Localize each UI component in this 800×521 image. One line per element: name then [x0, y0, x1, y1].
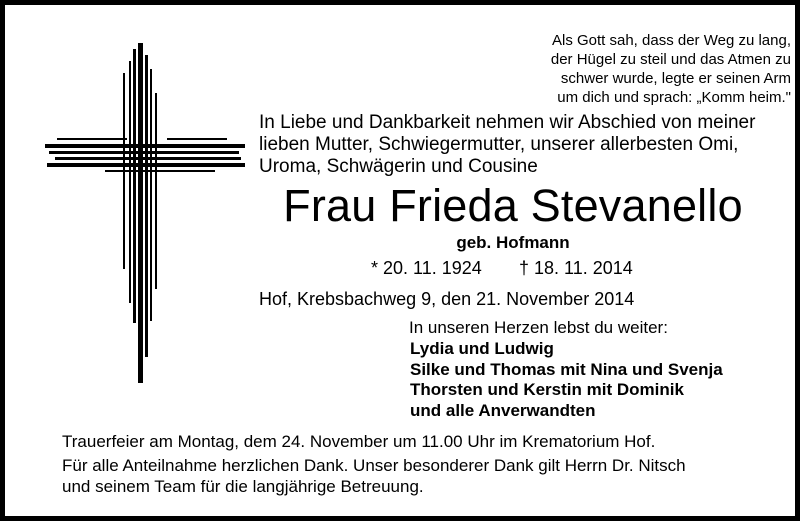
deceased-name: Frau Frieda Stevanello [283, 180, 743, 231]
mourners-intro: In unseren Herzen lebst du weiter: [409, 318, 668, 337]
birth-date: * 20. 11. 1924 [371, 258, 482, 278]
verse: Als Gott sah, dass der Weg zu lang, der Hügel zu steil und das Atmen zu schwer wurde, legte er seinen Arm um dich und sprach: „Komm heim." [550, 32, 791, 106]
mourner-entry: Silke und Thomas mit Nina und Svenja [410, 359, 723, 379]
intro-text: In Liebe und Dankbarkeit nehmen wir Abschied von meiner lieben Mutter, Schwiegermutter, unserer allerbesten Omi, Uroma, Schwägerin und Cousine [259, 112, 756, 177]
mourner-entry: und alle Anverwandten [410, 400, 596, 420]
funeral-info: Trauerfeier am Montag, dem 24. November um 11.00 Uhr im Krematorium Hof. [62, 432, 656, 451]
cross-icon [45, 43, 245, 383]
mourners-list [410, 339, 723, 421]
death-date: † 18. 11. 2014 [519, 258, 633, 278]
thanks-text: Für alle Anteilnahme herzlichen Dank. Unser besonderer Dank gilt Herrn Dr. Nitsch und seinem Team für die langjährige Betreuung. [62, 456, 686, 496]
mourner-entry: Thorsten und Kerstin mit Dominik [410, 380, 684, 399]
maiden-name: geb. Hofmann [456, 233, 570, 252]
mourner-entry: Lydia und Ludwig [410, 339, 554, 358]
place-date: Hof, Krebsbachweg 9, den 21. November 2014 [259, 289, 635, 309]
